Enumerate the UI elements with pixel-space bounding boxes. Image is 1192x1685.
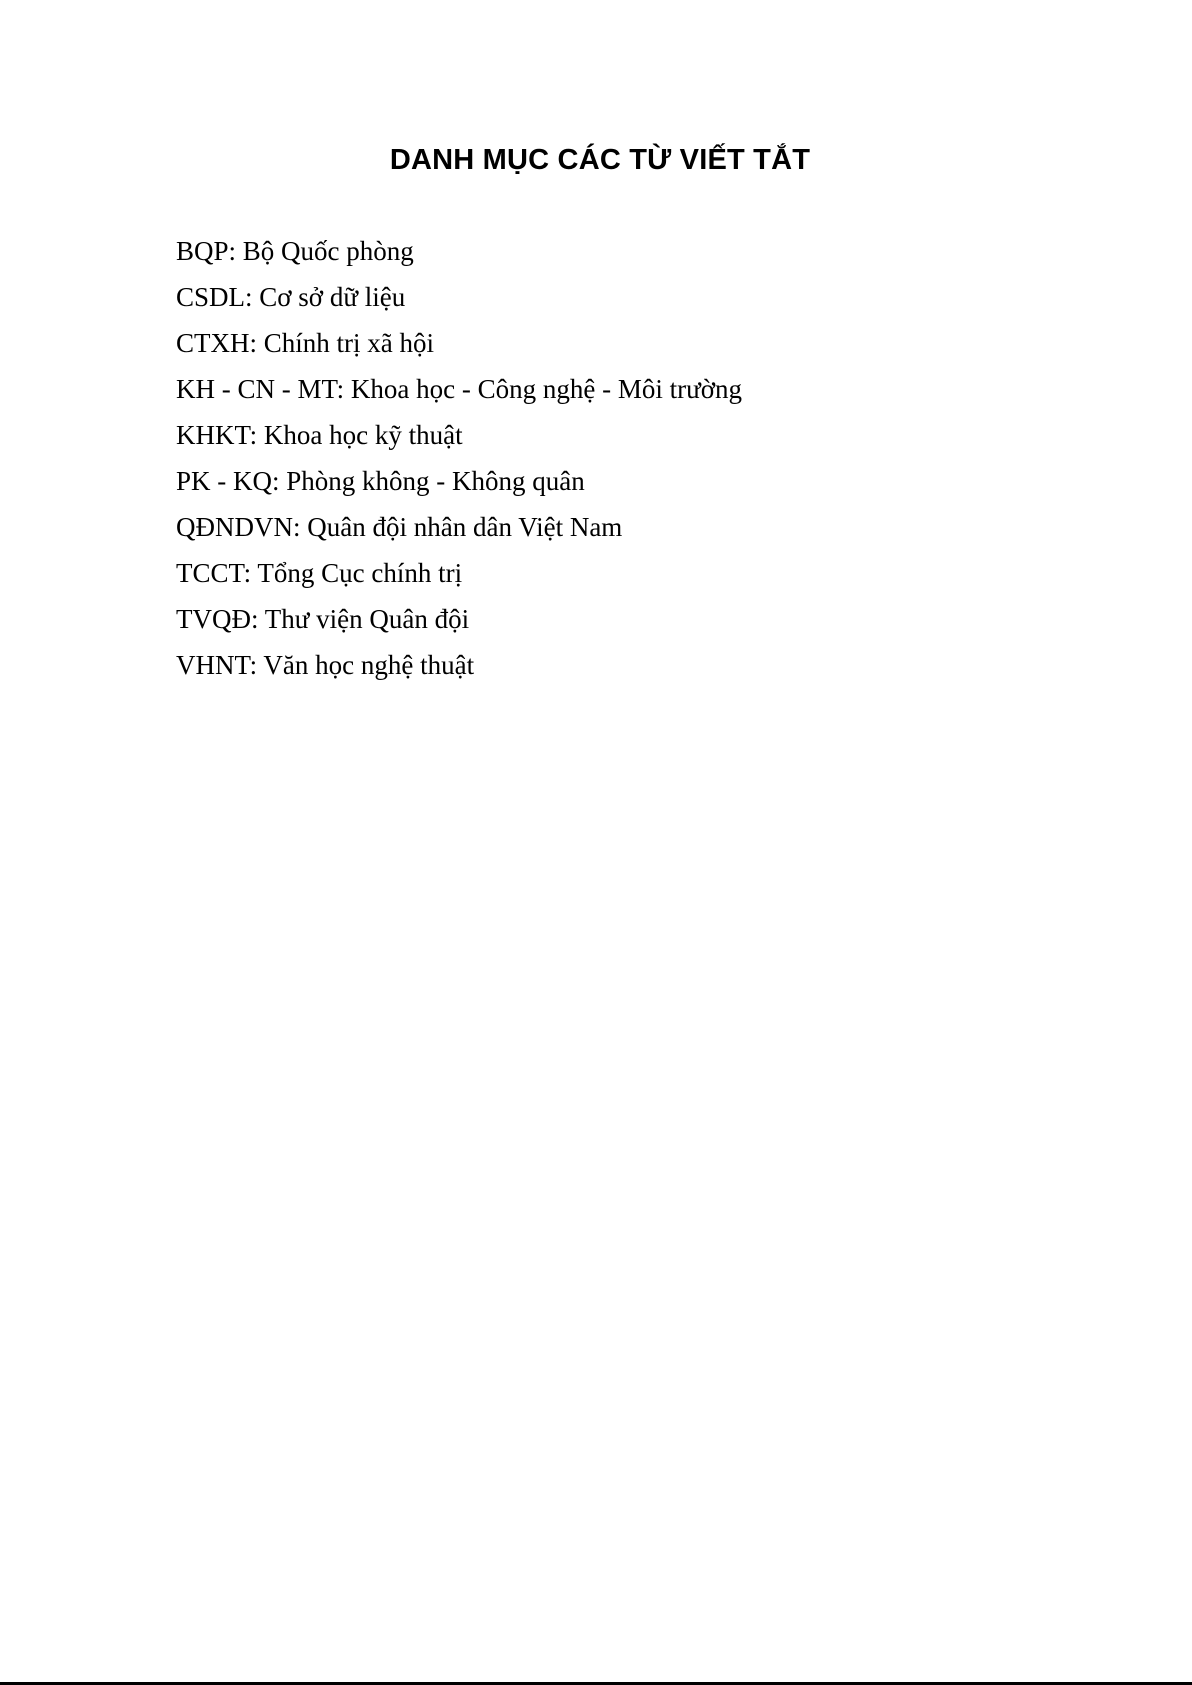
abbreviation-bqp: BQP: Bộ Quốc phòng [176, 236, 414, 266]
abbreviation-qdndvn: QĐNDVN: Quân đội nhân dân Việt Nam [176, 512, 623, 542]
abbreviation-khkt: KHKT: Khoa học kỹ thuật [176, 420, 463, 450]
abbreviation-ctxh: CTXH: Chính trị xã hội [176, 328, 434, 358]
abbreviation-csdl: CSDL: Cơ sở dữ liệu [176, 282, 406, 312]
abbreviation-pk-kq: PK - KQ: Phòng không - Không quân [176, 466, 585, 496]
abbreviation-tvqd: TVQĐ: Thư viện Quân đội [176, 604, 470, 634]
page-title: DANH MỤC CÁC TỪ VIẾT TẮT [389, 144, 811, 176]
abbreviation-vhnt: VHNT: Văn học nghệ thuật [176, 650, 475, 680]
abbreviation-kh-cn-mt: KH - CN - MT: Khoa học - Công nghệ - Môi trường [176, 374, 742, 404]
abbreviation-list [176, 228, 742, 688]
abbreviation-tcct: TCCT: Tổng Cục chính trị [176, 558, 463, 588]
